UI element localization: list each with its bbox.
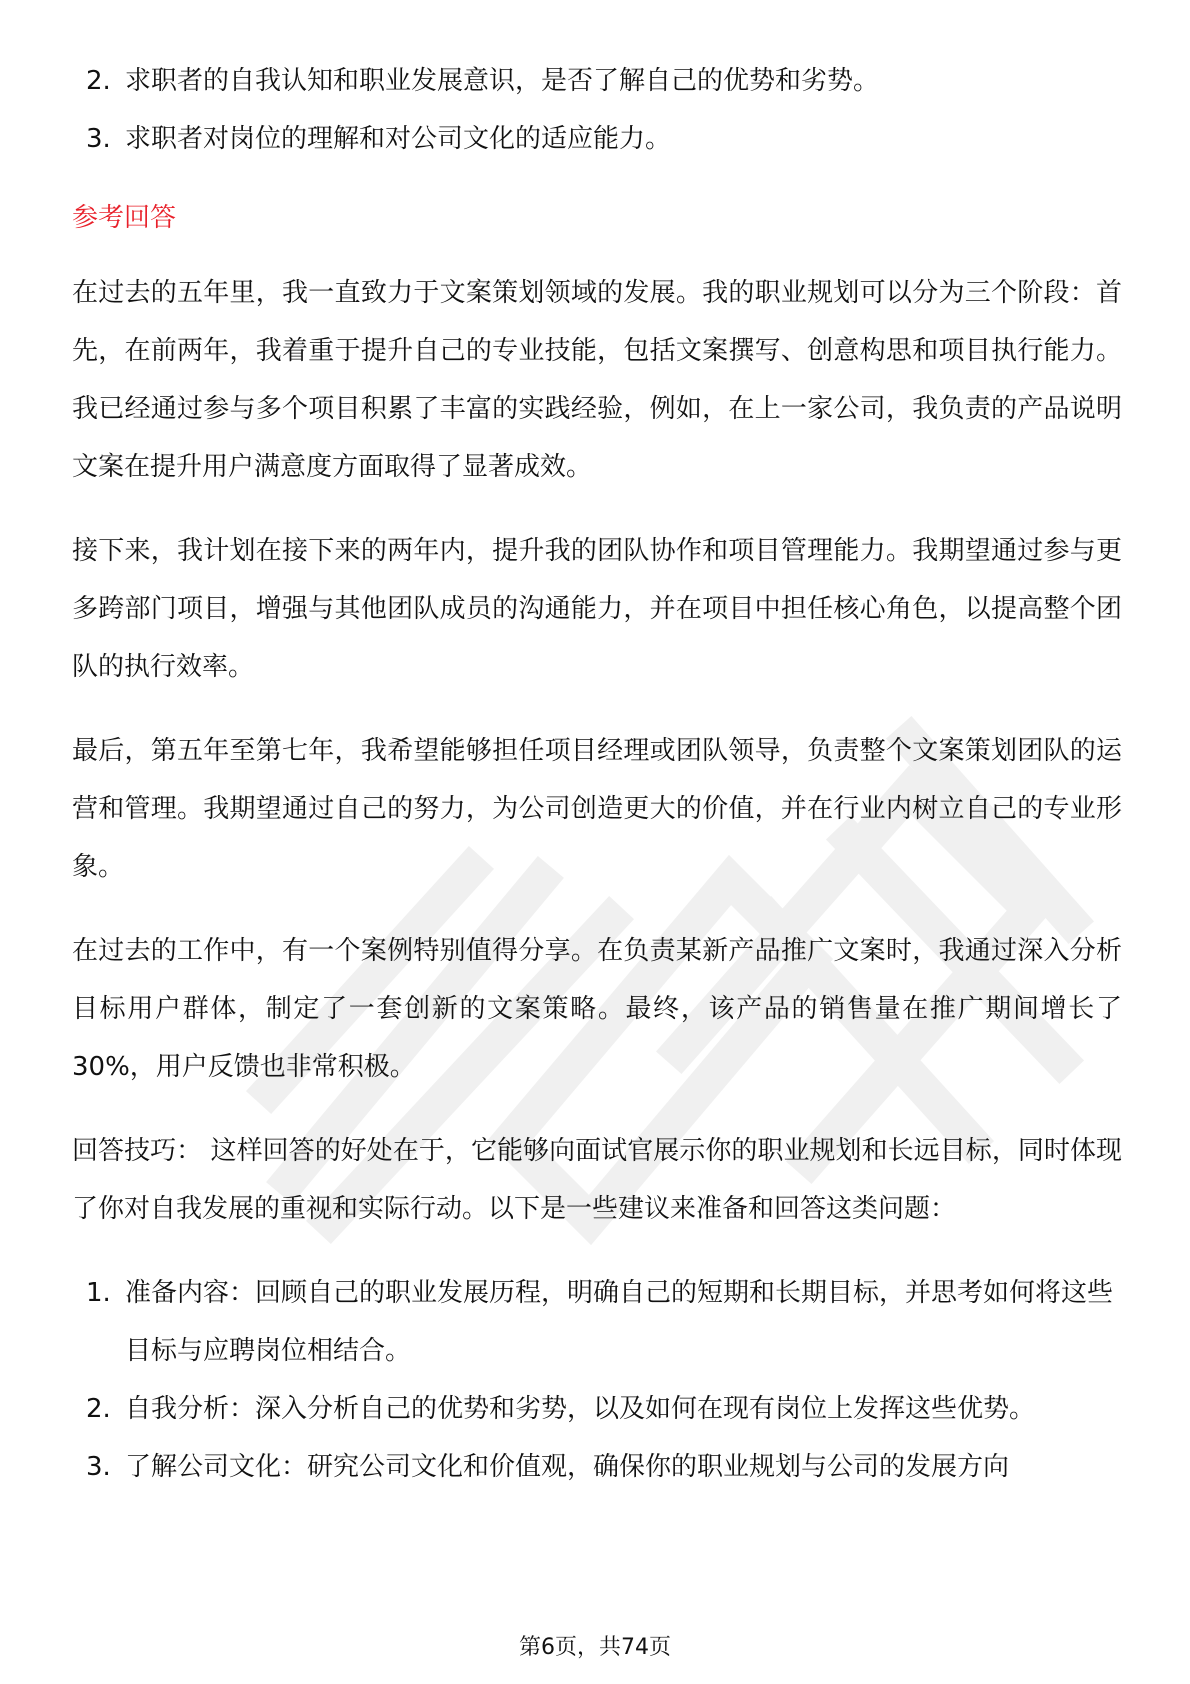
list-item [72,1380,1122,1438]
criteria-list [72,52,1122,168]
content-area [72,52,1122,1496]
page-footer: 第6页，共74页 [519,1635,671,1660]
section-heading: 参考回答 [72,203,177,233]
list-text: 求职者的自我认知和职业发展意识，是否了解自己的优势和劣势。 [125,66,880,96]
list-text: 了解公司文化：研究公司文化和价值观，确保你的职业规划与公司的发展方向 [125,1452,1010,1482]
list-text: 准备内容：回顾自己的职业发展历程，明确自己的短期和长期目标，并思考如何将这些目标与应聘岗位相结合。 [125,1278,1114,1366]
answer-paragraph: 在过去的工作中，有一个案例特别值得分享。在负责某新产品推广文案时，我通过深入分析目标用户群体，制定了一套创新的文案策略。最终，该产品的销售量在推广期间增长了30%，用户反馈也非常积极。 [72,936,1122,1082]
answer-paragraph: 最后，第五年至第七年，我希望能够担任项目经理或团队领导，负责整个文案策划团队的运营和管理。我期望通过自己的努力，为公司创造更大的价值，并在行业内树立自己的专业形象。 [72,736,1122,882]
list-item [72,1264,1122,1380]
list-item [72,110,1122,168]
list-number: 1. [86,1278,111,1308]
list-item [72,1438,1122,1496]
list-number: 3. [86,1452,111,1482]
answer-paragraph: 接下来，我计划在接下来的两年内，提升我的团队协作和项目管理能力。我期望通过参与更多跨部门项目，增强与其他团队成员的沟通能力，并在项目中担任核心角色，以提高整个团队的执行效率。 [72,536,1122,682]
list-number: 2. [86,66,111,96]
list-text: 自我分析：深入分析自己的优势和劣势，以及如何在现有岗位上发挥这些优势。 [125,1394,1036,1424]
list-number: 2. [86,1394,111,1424]
list-text: 求职者对岗位的理解和对公司文化的适应能力。 [125,124,672,154]
list-number: 3. [86,124,111,154]
answer-paragraph: 在过去的五年里，我一直致力于文案策划领域的发展。我的职业规划可以分为三个阶段：首先，在前两年，我着重于提升自己的专业技能，包括文案撰写、创意构思和项目执行能力。我已经通过参与多个项目积累了丰富的实践经验，例如，在上一家公司，我负责的产品说明文案在提升用户满意度方面取得了显著成效。 [72,278,1122,482]
tips-list [72,1264,1122,1496]
list-item [72,52,1122,110]
tips-paragraph: 回答技巧： 这样回答的好处在于，它能够向面试官展示你的职业规划和长远目标，同时体现了你对自我发展的重视和实际行动。以下是一些建议来准备和回答这类问题： [72,1136,1122,1224]
